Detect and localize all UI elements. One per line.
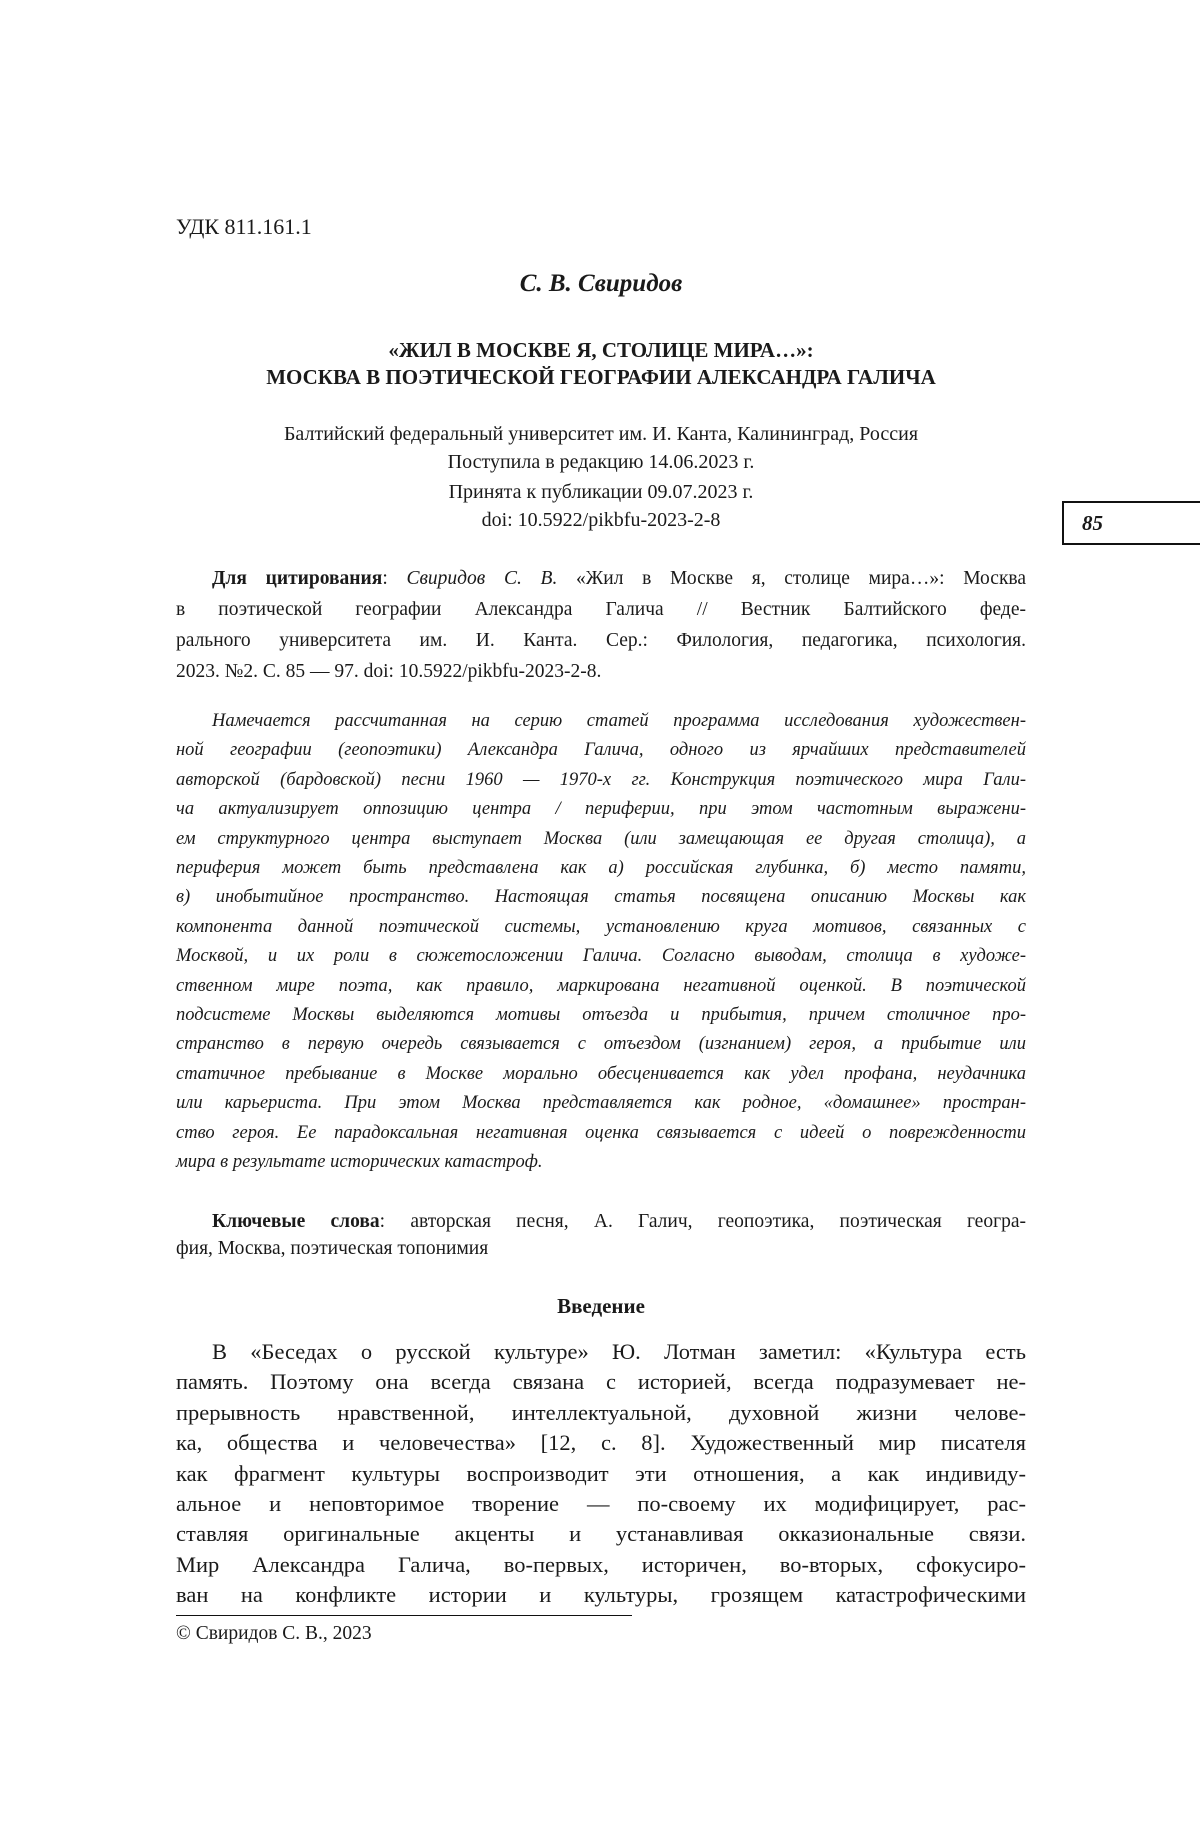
- abstract-line: ем структурного центра выступает Москва (или замещающая ее другая столица), а: [176, 828, 1026, 849]
- copyright: © Свиридов С. В., 2023: [176, 1623, 372, 1644]
- body-line: память. Поэтому она всегда связана с историей, всегда подразумевает не-: [176, 1369, 1026, 1395]
- keywords-line: фия, Москва, поэтическая топонимия: [176, 1238, 489, 1259]
- body-line: ка, общества и человечества» [12, с. 8]. Художественный мир писателя: [176, 1430, 1026, 1456]
- abstract-line: или карьериста. При этом Москва представляется как родное, «домашнее» простран-: [176, 1093, 1026, 1114]
- affiliation: Балтийский федеральный университет им. И. Канта, Калининград, Россия: [283, 423, 919, 445]
- abstract-line: ча актуализирует оппозицию центра / периферии, при этом частотным выражени-: [176, 799, 1026, 820]
- body-line: как фрагмент культуры воспроизводит эти отношения, а как индивиду-: [176, 1460, 1026, 1486]
- abstract-line: компонента данной поэтической системы, установлению круга мотивов, связанных с: [176, 916, 1026, 937]
- accepted-date: Принята к публикации 09.07.2023 г.: [448, 481, 754, 503]
- keywords-line: Ключевые слова: авторская песня, А. Галич, геопоэтика, поэтическая геогра-: [212, 1211, 1026, 1232]
- abstract-line: авторской (бардовской) песни 1960 — 1970-х гг. Конструкция поэтического мира Гали-: [176, 769, 1026, 790]
- footnote-divider: [176, 1615, 632, 1616]
- section-heading: Введение: [557, 1294, 645, 1318]
- abstract-line: ной географии (геопоэтики) Александра Галича, одного из ярчайших представителей: [176, 740, 1026, 761]
- page-number-box: [1062, 501, 1200, 545]
- received-date: Поступила в редакцию 14.06.2023 г.: [447, 451, 755, 473]
- abstract-line: в) инобытийное пространство. Настоящая статья посвящена описанию Москвы как: [176, 887, 1026, 908]
- article-title-line-2: МОСКВА В ПОЭТИЧЕСКОЙ ГЕОГРАФИИ АЛЕКСАНДРА ГАЛИЧА: [266, 365, 936, 389]
- abstract-line: периферия может быть представлена как а) российская глубинка, б) место памяти,: [176, 858, 1026, 878]
- abstract-line: Намечается рассчитанная на серию статей программа исследования художествен-: [212, 711, 1026, 731]
- abstract-line: статичное пребывание в Москве морально обесценивается как удел профана, неудачника: [176, 1063, 1026, 1084]
- abstract-line: Москвой, и их роли в сюжетосложении Галича. Согласно выводам, столица в художе-: [176, 946, 1026, 967]
- citation-line: в поэтической географии Александра Галича // Вестник Балтийского феде-: [176, 599, 1026, 620]
- citation-line: 2023. №2. С. 85 — 97. doi: 10.5922/pikbfu-2023-2-8.: [176, 661, 602, 682]
- abstract-line: мира в результате исторических катастроф.: [176, 1152, 543, 1172]
- abstract-line: странство в первую очередь связывается с отъездом (изгнанием) героя, а прибытие или: [176, 1034, 1026, 1055]
- body-line: прерывность нравственной, интеллектуальной, духовной жизни челове-: [176, 1399, 1026, 1425]
- author-name: С. В. Свиридов: [519, 270, 683, 297]
- abstract-line: ственном мире поэта, как правило, маркирована негативной оценкой. В поэтической: [176, 975, 1026, 996]
- keywords-text: авторская песня, А. Галич, геопоэтика, поэтическая геогра-: [410, 1211, 1026, 1232]
- abstract-line: ство героя. Ее парадоксальная негативная оценка связывается с идеей о поврежденности: [176, 1122, 1026, 1143]
- body-line: альное и неповторимое творение — по-своему их модифицирует, рас-: [176, 1491, 1026, 1516]
- body-line: В «Беседах о русской культуре» Ю. Лотман заметил: «Культура есть: [212, 1339, 1026, 1364]
- citation-line: Для цитирования: Свиридов С. В. «Жил в Москве я, столице мира…»: Москва: [212, 568, 1027, 589]
- article-title-line-1: «ЖИЛ В МОСКВЕ Я, СТОЛИЦЕ МИРА…»:: [388, 338, 814, 362]
- body-line: ван на конфликте истории и культуры, грозящем катастрофическими: [176, 1582, 1026, 1608]
- doi: doi: 10.5922/pikbfu-2023-2-8: [481, 509, 721, 531]
- citation-text: «Жил в Москве я, столице мира…»: Москва: [576, 568, 1027, 589]
- page-number: 85: [1082, 511, 1103, 535]
- body-line: Мир Александра Галича, во-первых, историчен, во-вторых, сфокусиро-: [176, 1551, 1026, 1577]
- keywords-label: Ключевые слова: [212, 1211, 380, 1232]
- citation-label: Для цитирования: [212, 568, 383, 589]
- citation-author: Свиридов С. В.: [406, 568, 558, 589]
- body-line: ставляя оригинальные акценты и устанавливая окказиональные связи.: [176, 1521, 1026, 1547]
- abstract-line: подсистеме Москвы выделяются мотивы отъезда и прибытия, причем столичное про-: [176, 1005, 1026, 1025]
- citation-line: рального университета им. И. Канта. Сер.: Филология, педагогика, психология.: [176, 630, 1026, 651]
- udc-code: УДК 811.161.1: [176, 214, 312, 239]
